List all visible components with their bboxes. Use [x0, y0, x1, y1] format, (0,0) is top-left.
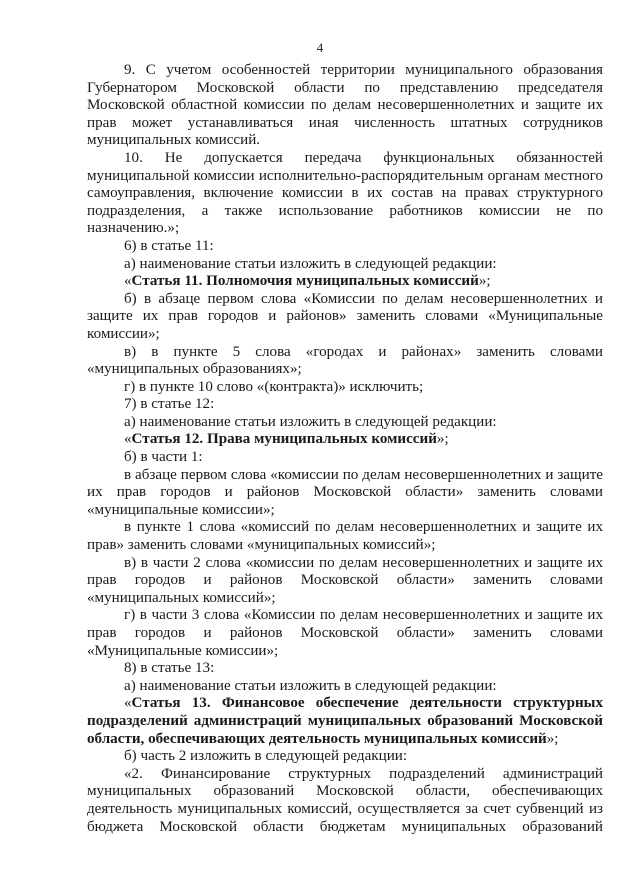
paragraph-article-12-g: г) в части 3 слова «Комиссии по делам несовершеннолетних и защите их прав городов и районов Московской области» заменить словами «Муниципальные комиссии»;	[87, 607, 603, 659]
paragraph-item-9: 9. С учетом особенностей территории муниципального образования Губернатором Московской области по представлению председателя Московской областной комиссии по делам несовершеннолетних и защите их прав может устанавливаться иная численность штатных сотрудников муниципальных комиссий.	[87, 62, 603, 149]
paragraph-article-12-b-first: в абзаце первом слова «комиссии по делам несовершеннолетних и защите их прав городов и районов Московской области» заменить словами «муниципальные комиссии»;	[87, 466, 603, 518]
paragraph-article-13-a: а) наименование статьи изложить в следующей редакции:	[124, 677, 497, 694]
paragraph-article-12-b: б) в части 1:	[124, 449, 203, 466]
paragraph-article-12-v: в) в части 2 слова «комиссии по делам несовершеннолетних и защите их прав городов и районов Московской области» заменить словами «муниципальных комиссий»;	[87, 554, 603, 606]
paragraph-article-11-intro: 6) в статье 11:	[124, 237, 214, 254]
paragraph-article-13-title: «Статья 13. Финансовое обеспечение деятельности структурных подразделений администраций муниципальных образований Московской области, обеспечивающих деятельность муниципальных комиссий»;	[87, 695, 603, 747]
article-13-heading: Статья 13. Финансовое обеспечение деятельности структурных подразделений администраций муниципальных образований Московской области, обеспечивающих деятельность муниципальных комиссий	[87, 695, 603, 747]
paragraph-article-12-b-point1: в пункте 1 слова «комиссий по делам несовершеннолетних и защите их прав» заменить словами «муниципальных комиссий»;	[87, 519, 603, 554]
paragraph-article-11-title: «Статья 11. Полномочия муниципальных комиссий»;	[124, 273, 491, 290]
paragraph-item-10: 10. Не допускается передача функциональных обязанностей муниципальной комиссии исполнительно-распорядительным органам местного самоуправления, включение комиссии в их состав на правах структурного подразделения, а также использование работников комиссии не по назначению.»;	[87, 149, 603, 237]
paragraph-article-11-a: а) наименование статьи изложить в следующей редакции:	[124, 255, 497, 272]
paragraph-article-11-g: г) в пункте 10 слово «(контракта)» исключить;	[124, 378, 424, 395]
article-11-heading: Статья 11. Полномочия муниципальных комиссий	[131, 273, 479, 290]
page-number: 4	[316, 40, 324, 55]
paragraph-article-12-title: «Статья 12. Права муниципальных комиссий»;	[124, 431, 449, 448]
paragraph-article-13-b: б) часть 2 изложить в следующей редакции:	[124, 748, 408, 765]
paragraph-article-11-b: б) в абзаце первом слова «Комиссии по делам несовершеннолетних и защите их прав городов и районов» заменить словами «Муниципальные комиссии»;	[87, 290, 603, 342]
article-12-heading: Статья 12. Права муниципальных комиссий	[131, 431, 437, 448]
paragraph-article-12-a: а) наименование статьи изложить в следующей редакции:	[124, 413, 497, 430]
paragraph-article-13-intro: 8) в статье 13:	[124, 660, 215, 677]
document-body	[87, 62, 603, 836]
paragraph-article-12-intro: 7) в статье 12:	[124, 396, 215, 413]
paragraph-article-13-part2: «2. Финансирование структурных подразделений администраций муниципальных образований Московской области, обеспечивающих деятельность муниципальных комиссий, осуществляется за счет субвенций из бюджета Московской области бюджетам муниципальных образований	[87, 765, 603, 835]
paragraph-article-11-v: в) в пункте 5 слова «городах и районах» заменить словами «муниципальных образованиях»;	[87, 343, 603, 378]
